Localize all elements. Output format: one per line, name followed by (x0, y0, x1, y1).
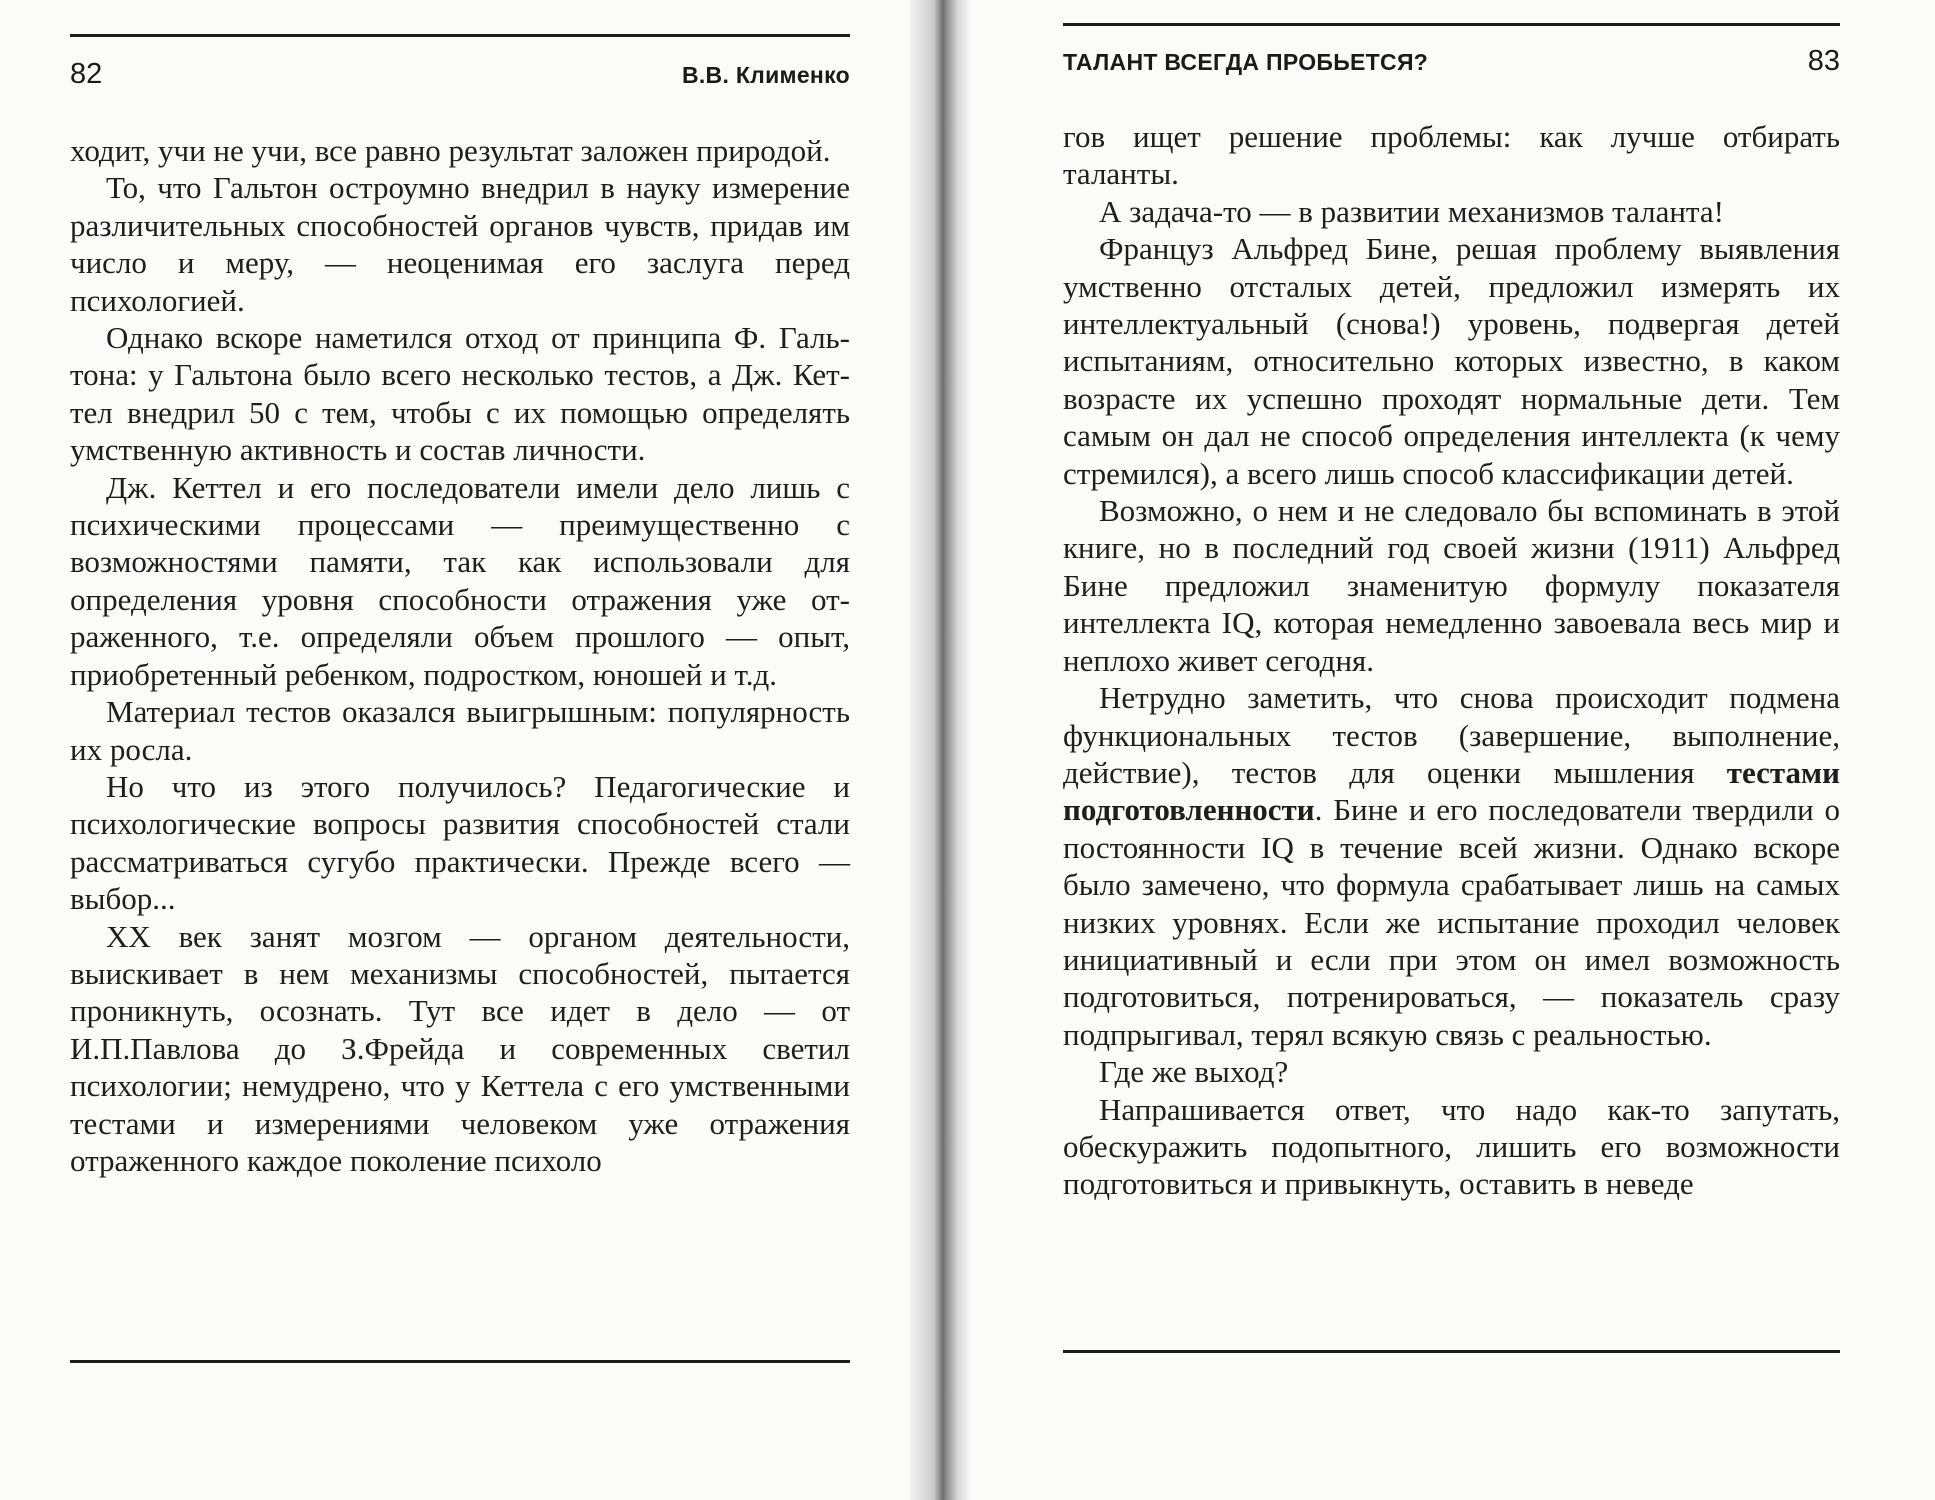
page-header (1063, 45, 1840, 85)
paragraph: Возможно, о нем и не следовало бы вспоминать в этой книге, но в последний год своей жизни (1911) Альфред Бине предложил знаменитую формулу показателя интеллекта IQ, которая немедленно завоевала весь мир и неплохо живет сегодня. (1063, 493, 1840, 678)
footer-rule (1063, 1350, 1840, 1353)
paragraph: гов ищет решение проблемы: как лучше отбирать таланты. (1063, 119, 1840, 192)
paragraph: XX век занят мозгом — органом деятельности, выискивает в нем механизмы способностей, пытается проникнуть, осознать. Тут все идет в дело — от И.П.Павлова до З.Фрейда и современных светил психологии; немудрено, что у Кеттела с его умственными тестами и измерениями человеком уже отражения отраженного каждое поколение психоло (70, 918, 850, 1178)
paragraph-text: Нетрудно заметить, что снова происходит подмена функциональных тестов (завершение, выполнение, действие), тестов для оценки мышления (1063, 680, 1840, 790)
page-number: 82 (70, 58, 103, 90)
header-rule (1063, 23, 1840, 26)
paragraph-text: . Бине и его последователи твердили о постоянности IQ в течение всей жизни. Однако вскоре было замечено, что формула срабатывает лишь на самых низких уровнях. Если же испытание проходил человек инициативный и если при этом он имел возможность подготовиться, потренироваться, — показатель сразу подпрыгивал, терял всякую связь с реальностью. (1063, 792, 1840, 1052)
paragraph (1063, 679, 1840, 1053)
paragraph: ходит, учи не учи, все равно результат заложен природой. (70, 133, 831, 168)
paragraph: А задача-то — в развитии механизмов таланта! (1099, 193, 1724, 229)
paragraph: Дж. Кеттел и его последователи имели дело лишь с психическими процессами — преимущественно с возможностями памяти, так как использовали для определения уровня способности отражения уже отраженного, т.е. определяли объем прошлого — опыт, приобретенный ребенком, подростком, юношей и т.д. (70, 469, 850, 692)
header-rule (70, 34, 850, 37)
left-page (70, 0, 850, 1500)
page-body (70, 132, 850, 1179)
running-head: ТАЛАНТ ВСЕГДА ПРОБЬЕТСЯ? (1063, 49, 1429, 75)
page-number: 83 (1807, 45, 1840, 77)
footer-rule (70, 1360, 850, 1363)
book-gutter (910, 0, 970, 1500)
paragraph: Напрашивается ответ, что надо как-то запутать, обескуражить подопытного, лишить его возможности подготовиться и привыкнуть, оставить в неведе (1063, 1091, 1840, 1202)
paragraph: Материал тестов оказался выигрышным: популярность их росла. (70, 694, 850, 767)
page-body (1063, 118, 1840, 1203)
paragraph: Где же выход? (1099, 1054, 1289, 1090)
page-header (70, 58, 850, 98)
paragraph: То, что Гальтон остроумно внедрил в науку измерение различительных способностей органов чувств, придав им число и меру, — неоценимая его заслуга перед психологией. (70, 170, 850, 318)
bold-phrase: тестами подготовленности (1063, 754, 1840, 828)
right-page (1063, 0, 1840, 1500)
paragraph: Но что из этого получилось? Педагогические и психологические вопросы развития способностей стали рассматриваться сугубо практически. Прежде всего — выбор... (70, 768, 850, 917)
running-head: В.В. Клименко (681, 62, 850, 88)
paragraph: Француз Альфред Бине, решая проблему выявления умственно отсталых детей, предложил измерять их интеллектуальный (снова!) уровень, подвергая детей испытаниям, относительно которых известно, в каком возрасте их успешно проходят нормальные дети. Тем самым он дал не способ определения интеллекта (к чему стремился), а всего лишь способ классификации детей. (1063, 231, 1840, 491)
paragraph: Однако вскоре наметился отход от принципа Ф. Гальтона: у Гальтона было всего несколько тестов, а Дж. Кеттел внедрил 50 с тем, чтобы с их помощью определять умственную активность и состав личности. (70, 320, 850, 468)
